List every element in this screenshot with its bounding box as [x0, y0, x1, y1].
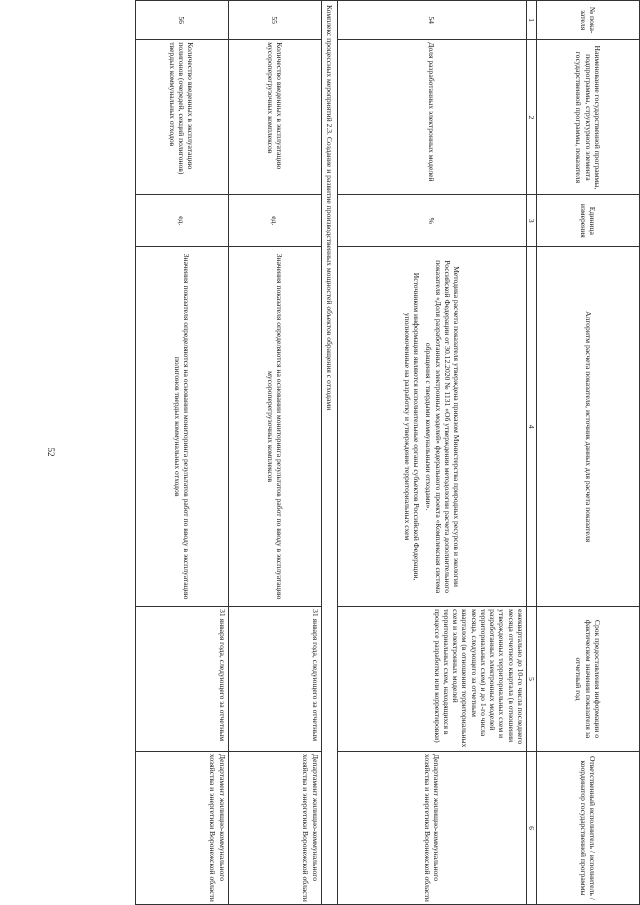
deadline-cell: 31 января года, следующего за отчетным	[135, 607, 228, 752]
unit-cell: %	[337, 195, 526, 247]
table-row	[135, 1, 228, 905]
algorithm-cell	[337, 247, 526, 607]
column-number: 4	[526, 247, 536, 607]
column-number: 3	[526, 195, 536, 247]
header-algorithm: Алгоритм расчета показателя, источник данных для расчета показателя	[537, 247, 640, 607]
indicator-name: Количество введенных в эксплуатацию полигонов (очередей, секций полигонов) твердых коммунальных отходов	[135, 40, 228, 195]
deadline-cell: ежеквартально до 10-го числа последнего месяца отчетного квартала (в отношении утвержденных территориальных схем и разработанных электронных моделей территориальных схем) и до 1-го числа месяца, следующего за отчетным кварталом (в отношении территориальных схем и электронных моделей территориальных схем, находящихся в процессе разработки или корректировки)	[337, 607, 526, 752]
header-indicator-number: № пока-зателя	[537, 1, 640, 40]
source-text: Источником информации являются исполнительные органы субъектов Российской Федерации, уполномоченные на разработку и утверждение территориальных схем	[402, 272, 422, 581]
table-header-row	[537, 1, 640, 905]
unit-cell: ед.	[228, 195, 321, 247]
section-row	[321, 1, 337, 905]
table-row	[228, 1, 321, 905]
table-row	[337, 1, 526, 905]
column-number-row	[526, 1, 536, 905]
algorithm-cell: Значения показателя определяются на основании мониторинга результатов работ по вводу в эксплуатацию полигонов твердых коммунальных отходов	[135, 247, 228, 607]
algorithm-text: Методика расчета показателя утверждена приказом Министерства природных ресурсов и экологии Российской Федерации от 30.12.2020 № 1131 «Об утверждении методологии расчета дополнительного показателя «Доля разработанных электронных моделей» федерального проекта «Комплексная система обращения с твердыми коммунальными отходами».	[424, 260, 462, 594]
executor-cell: Департамент жилищно-коммунального хозяйства и энергетики Воронежской области	[135, 751, 228, 904]
indicator-name: Доля разработанных электронных моделей	[337, 40, 526, 195]
row-number: 54	[337, 1, 526, 40]
executor-cell: Департамент жилищно-коммунального хозяйства и энергетики Воронежской области	[337, 751, 526, 904]
deadline-cell: 31 января года, следующего за отчетным	[228, 607, 321, 752]
algorithm-cell: Значения показателя определяются на основании мониторинга результатов работ по вводу в эксплуатацию мусороперегрузочных комплексов	[228, 247, 321, 607]
page-number: 52	[46, 447, 56, 457]
unit-cell: ед.	[135, 195, 228, 247]
section-title: Комплекс процессных мероприятий 2.3. Создание и развитие производственных мощностей объектов обращения с отходами	[321, 1, 337, 905]
executor-cell: Департамент жилищно-коммунального хозяйства и энергетики Воронежской области	[228, 751, 321, 904]
header-deadline: Срок предоставления информации о фактическом значении показателя за отчетный год	[537, 607, 640, 752]
row-number: 55	[228, 1, 321, 40]
rotated-page-content	[75, 0, 640, 905]
column-number: 6	[526, 751, 536, 904]
column-number: 2	[526, 40, 536, 195]
column-number: 5	[526, 607, 536, 752]
header-program-name: Наименование государственной программы, подпрограммы, структурного элемента государственной программы, показателя	[537, 40, 640, 195]
header-executor: Ответственный исполнитель / исполнитель / координатор государственной программы	[537, 751, 640, 904]
row-number: 56	[135, 1, 228, 40]
column-number: 1	[526, 1, 536, 40]
indicators-table	[135, 0, 640, 905]
indicator-name: Количество введенных в эксплуатацию мусороперегрузочных комплексов	[228, 40, 321, 195]
header-unit: Единица измерения	[537, 195, 640, 247]
